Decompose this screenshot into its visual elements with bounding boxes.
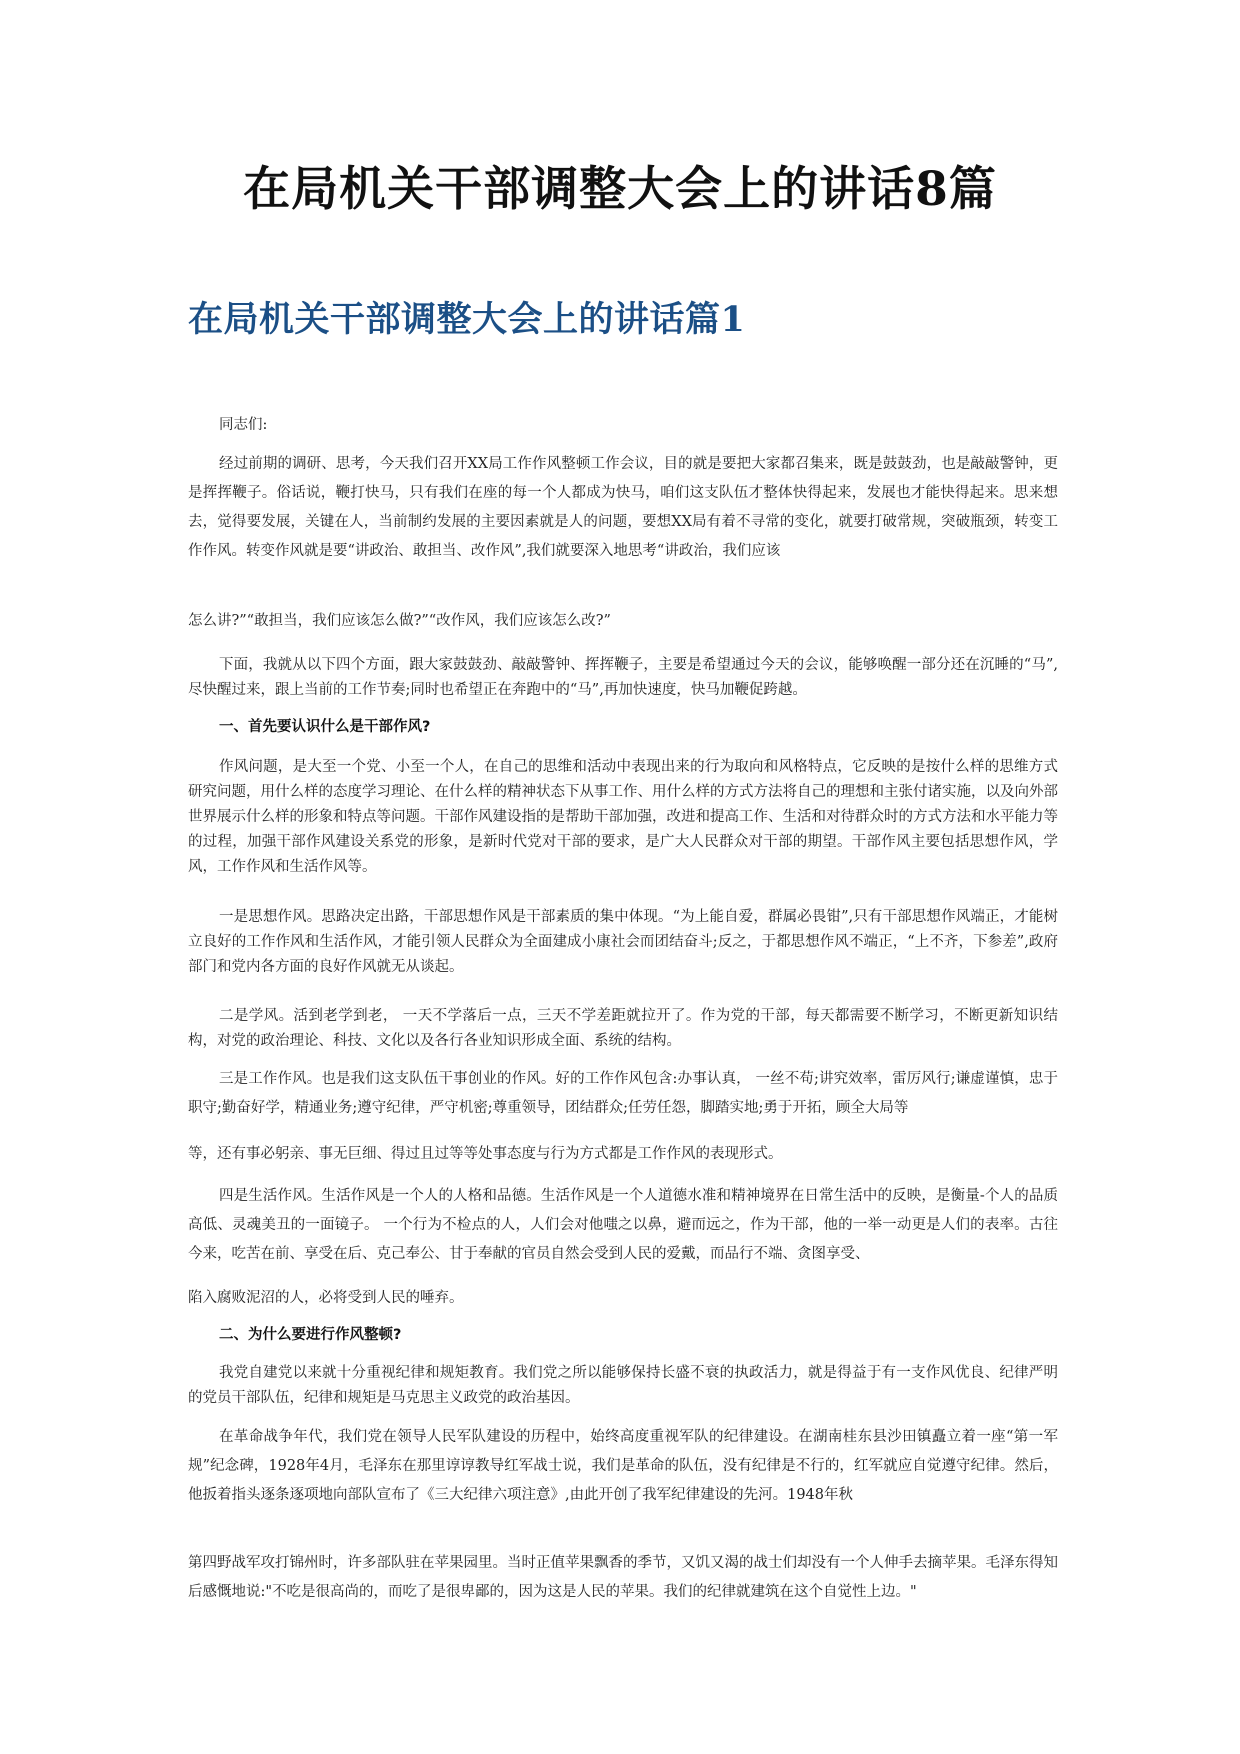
paragraph-1-continued: 怎么讲?”“敢担当，我们应该怎么做?”“改作风，我们应该怎么改?” <box>188 613 611 629</box>
paragraph-6-continued: 等，还有事必躬亲、事无巨细、得过且过等等处事态度与行为方式都是工作作风的表现形式。 <box>188 1146 783 1162</box>
paragraph-9-continued: 第四野战军攻打锦州时，许多部队驻在苹果园里。当时正值苹果飘香的季节，又饥又渴的战士们却没有一个人伸手去摘苹果。毛泽东得知后感慨地说:"不吃是很高尚的，而吃了是很卑鄙的，因为这是人民的苹果。我们的纪律就建筑在这个自觉性上边。" <box>188 1555 1058 1600</box>
paragraph-5: 二是学风。活到老学到老， 一天不学落后一点，三天不学差距就拉开了。作为党的干部，每天都需要不断学习，不断更新知识结构，对党的政治理论、科技、文化以及各行各业知识形成全面、系统的结构。 <box>188 1008 1058 1049</box>
paragraph-2: 下面，我就从以下四个方面，跟大家鼓鼓劲、敲敲警钟、挥挥鞭子，主要是希望通过今天的会议，能够唤醒一部分还在沉睡的“马”,尽快醒过来，跟上当前的工作节奏;同时也希望正在奔跑中的“马”,再加快速度，快马加鞭促跨越。 <box>188 657 1058 698</box>
document-title: 在局机关干部调整大会上的讲话8篇 <box>243 162 997 217</box>
paragraph-3: 作风问题，是大至一个党、小至一个人，在自己的思维和活动中表现出来的行为取向和风格特点，它反映的是按什么样的思维方式研究问题，用什么样的态度学习理论、在什么样的精神状态下从事工作、用什么样的方式方法将自己的理想和主张付诸实施，以及向外部世界展示什么样的形象和特点等问题。干部作风建设指的是帮助干部加强，改进和提高工作、生活和对待群众时的方式方法和水平能力等的过程，加强干部作风建设关系党的形象，是新时代党对干部的要求，是广大人民群众对干部的期望。干部作风主要包括思想作风，学风，工作作风和生活作风等。 <box>188 759 1058 875</box>
greeting: 同志们: <box>219 417 268 433</box>
paragraph-7: 四是生活作风。生活作风是一个人的人格和品德。生活作风是一个人道德水准和精神境界在日常生活中的反映，是衡量-个人的品质高低、灵魂美丑的一面镜子。 一个行为不检点的人，人们会对他嗤之以鼻，避而远之，作为干部，他的一举一动更是人们的表率。古往今来，吃苦在前、享受在后、克己奉公、甘于奉献的官员自然会受到人民的爱戴，而品行不端、贪图享受、 <box>188 1188 1058 1262</box>
paragraph-4: 一是思想作风。思路决定出路，干部思想作风是干部素质的集中体现。“为上能自爱，群属必畏钳”,只有干部思想作风端正，才能树立良好的工作作风和生活作风，才能引领人民群众为全面建成小康社会而团结奋斗;反之，于都思想作风不端正，“上不齐，下参差”,政府部门和党内各方面的良好作风就无从谈起。 <box>188 909 1058 975</box>
heading-1: 一、首先要认识什么是干部作风? <box>219 719 431 735</box>
paragraph-8: 我党自建党以来就十分重视纪律和规矩教育。我们党之所以能够保持长盛不衰的执政活力，就是得益于有一支作风优良、纪律严明的党员干部队伍，纪律和规矩是马克思主义政党的政治基因。 <box>188 1365 1058 1406</box>
paragraph-6: 三是工作作风。也是我们这支队伍干事创业的作风。好的工作作风包含:办事认真， 一丝不苟;讲究效率，雷厉风行;谦虚谨慎，忠于职守;勤奋好学，精通业务;遵守纪律，严守机密;尊重领导，团结群众;任劳任怨，脚踏实地;勇于开拓，顾全大局等 <box>188 1071 1058 1116</box>
paragraph-9: 在革命战争年代，我们党在领导人民军队建设的历程中，始终高度重视军队的纪律建设。在湖南桂东县沙田镇矗立着一座“第一军规”纪念碑，1928年4月，毛泽东在那里谆谆教导红军战士说，我们是革命的队伍，没有纪律是不行的，红军就应自觉遵守纪律。然后，他扳着指头逐条逐项地向部队宣布了《三大纪律六项注意》,由此开创了我军纪律建设的先河。1948年秋 <box>188 1429 1058 1503</box>
section-title: 在局机关干部调整大会上的讲话篇1 <box>188 299 746 340</box>
paragraph-1: 经过前期的调研、思考，今天我们召开XX局工作作风整顿工作会议，目的就是要把大家都召集来，既是鼓鼓劲，也是敲敲警钟，更是挥挥鞭子。俗话说，鞭打快马，只有我们在座的每一个人都成为快马，咱们这支队伍才整体快得起来，发展也才能快得起来。思来想去，觉得要发展，关键在人，当前制约发展的主要因素就是人的问题，要想XX局有着不寻常的变化，就要打破常规，突破瓶颈，转变工作作风。转变作风就是要“讲政治、敢担当、改作风”,我们就要深入地思考“讲政治，我们应该 <box>188 456 1058 559</box>
paragraph-7-continued: 陷入腐败泥沼的人，必将受到人民的唾弃。 <box>188 1290 464 1306</box>
heading-2: 二、为什么要进行作风整顿? <box>219 1327 402 1343</box>
